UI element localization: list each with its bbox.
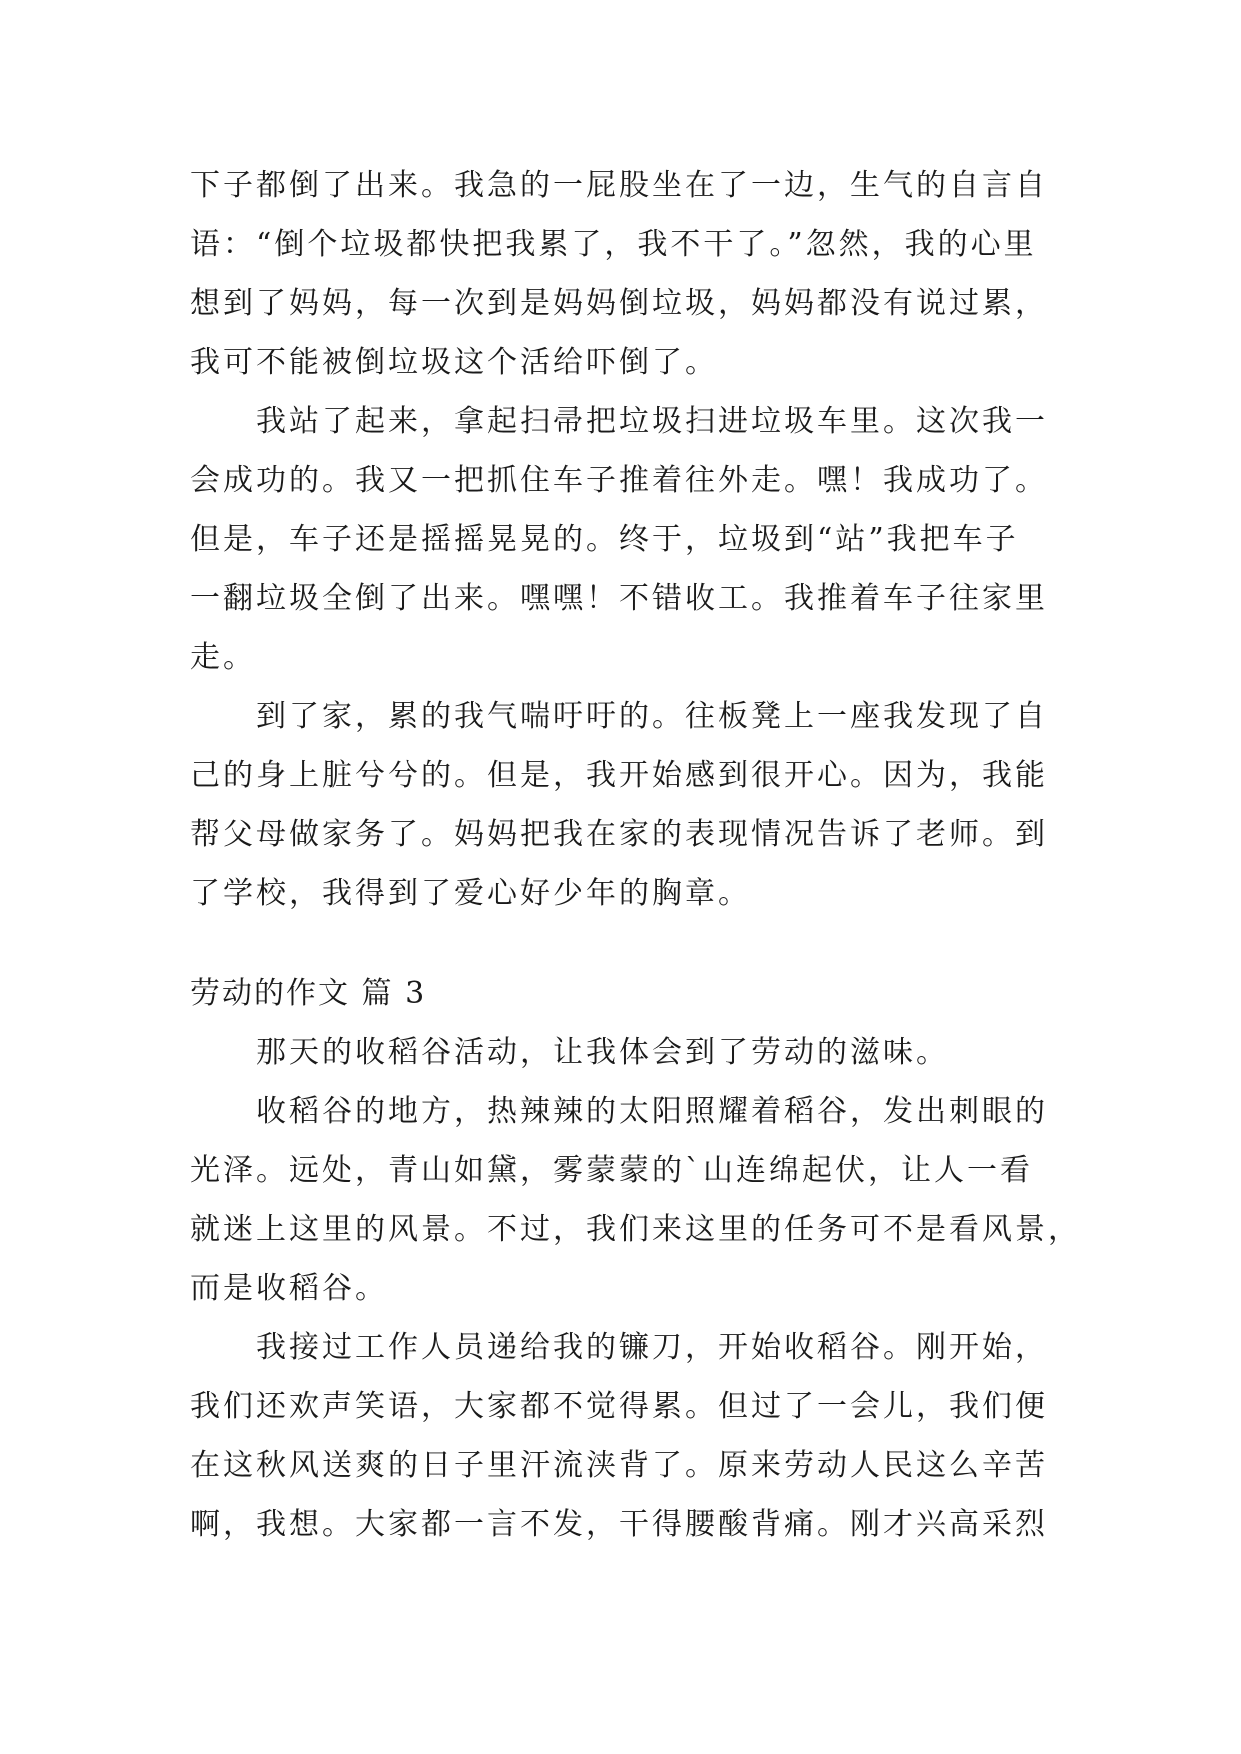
paragraph-line: 我接过工作人员递给我的镰刀，开始收稻谷。刚开始，	[256, 1330, 1048, 1365]
paragraph-line: 帮父母做家务了。妈妈把我在家的表现情况告诉了老师。到	[190, 817, 1048, 852]
paragraph-line: 我可不能被倒垃圾这个活给吓倒了。	[190, 345, 718, 380]
essay-section-1	[190, 156, 1080, 923]
paragraph-line: 走。	[190, 640, 256, 675]
paragraph-line: 我站了起来，拿起扫帚把垃圾扫进垃圾车里。这次我一	[256, 404, 1048, 439]
paragraph-line: 会成功的。我又一把抓住车子推着往外走。嘿！我成功了。	[190, 463, 1048, 498]
paragraph-line: 收稻谷的地方，热辣辣的太阳照耀着稻谷，发出刺眼的	[256, 1094, 1048, 1129]
paragraph-line: 己的身上脏兮兮的。但是，我开始感到很开心。因为，我能	[190, 758, 1048, 793]
essay-section-2	[190, 964, 1080, 1554]
paragraph-line: 我们还欢声笑语，大家都不觉得累。但过了一会儿，我们便	[190, 1389, 1048, 1424]
section-heading: 劳动的作文 篇 3	[190, 976, 427, 1011]
paragraph-line: 了学校，我得到了爱心好少年的胸章。	[190, 876, 751, 911]
paragraph-line: 而是收稻谷。	[190, 1271, 388, 1306]
paragraph-line: 到了家，累的我气喘吁吁的。往板凳上一座我发现了自	[256, 699, 1048, 734]
paragraph-line: 语：“倒个垃圾都快把我累了，我不干了。”忽然，我的心里	[190, 227, 1037, 262]
paragraph-line: 在这秋风送爽的日子里汗流浃背了。原来劳动人民这么辛苦	[190, 1448, 1048, 1483]
paragraph-line: 啊，我想。大家都一言不发，干得腰酸背痛。刚才兴高采烈	[190, 1507, 1048, 1542]
paragraph-line: 就迷上这里的风景。不过，我们来这里的任务可不是看风景，	[190, 1212, 1081, 1247]
paragraph-line: 光泽。远处，青山如黛，雾蒙蒙的`山连绵起伏，让人一看	[190, 1153, 1033, 1188]
paragraph-line: 但是，车子还是摇摇晃晃的。终于，垃圾到“站”我把车子	[190, 522, 1019, 557]
paragraph-line: 下子都倒了出来。我急的一屁股坐在了一边，生气的自言自	[190, 168, 1048, 203]
paragraph-line: 想到了妈妈，每一次到是妈妈倒垃圾，妈妈都没有说过累，	[190, 286, 1048, 321]
paragraph-line: 一翻垃圾全倒了出来。嘿嘿！不错收工。我推着车子往家里	[190, 581, 1048, 616]
paragraph-line: 那天的收稻谷活动，让我体会到了劳动的滋味。	[256, 1035, 949, 1070]
